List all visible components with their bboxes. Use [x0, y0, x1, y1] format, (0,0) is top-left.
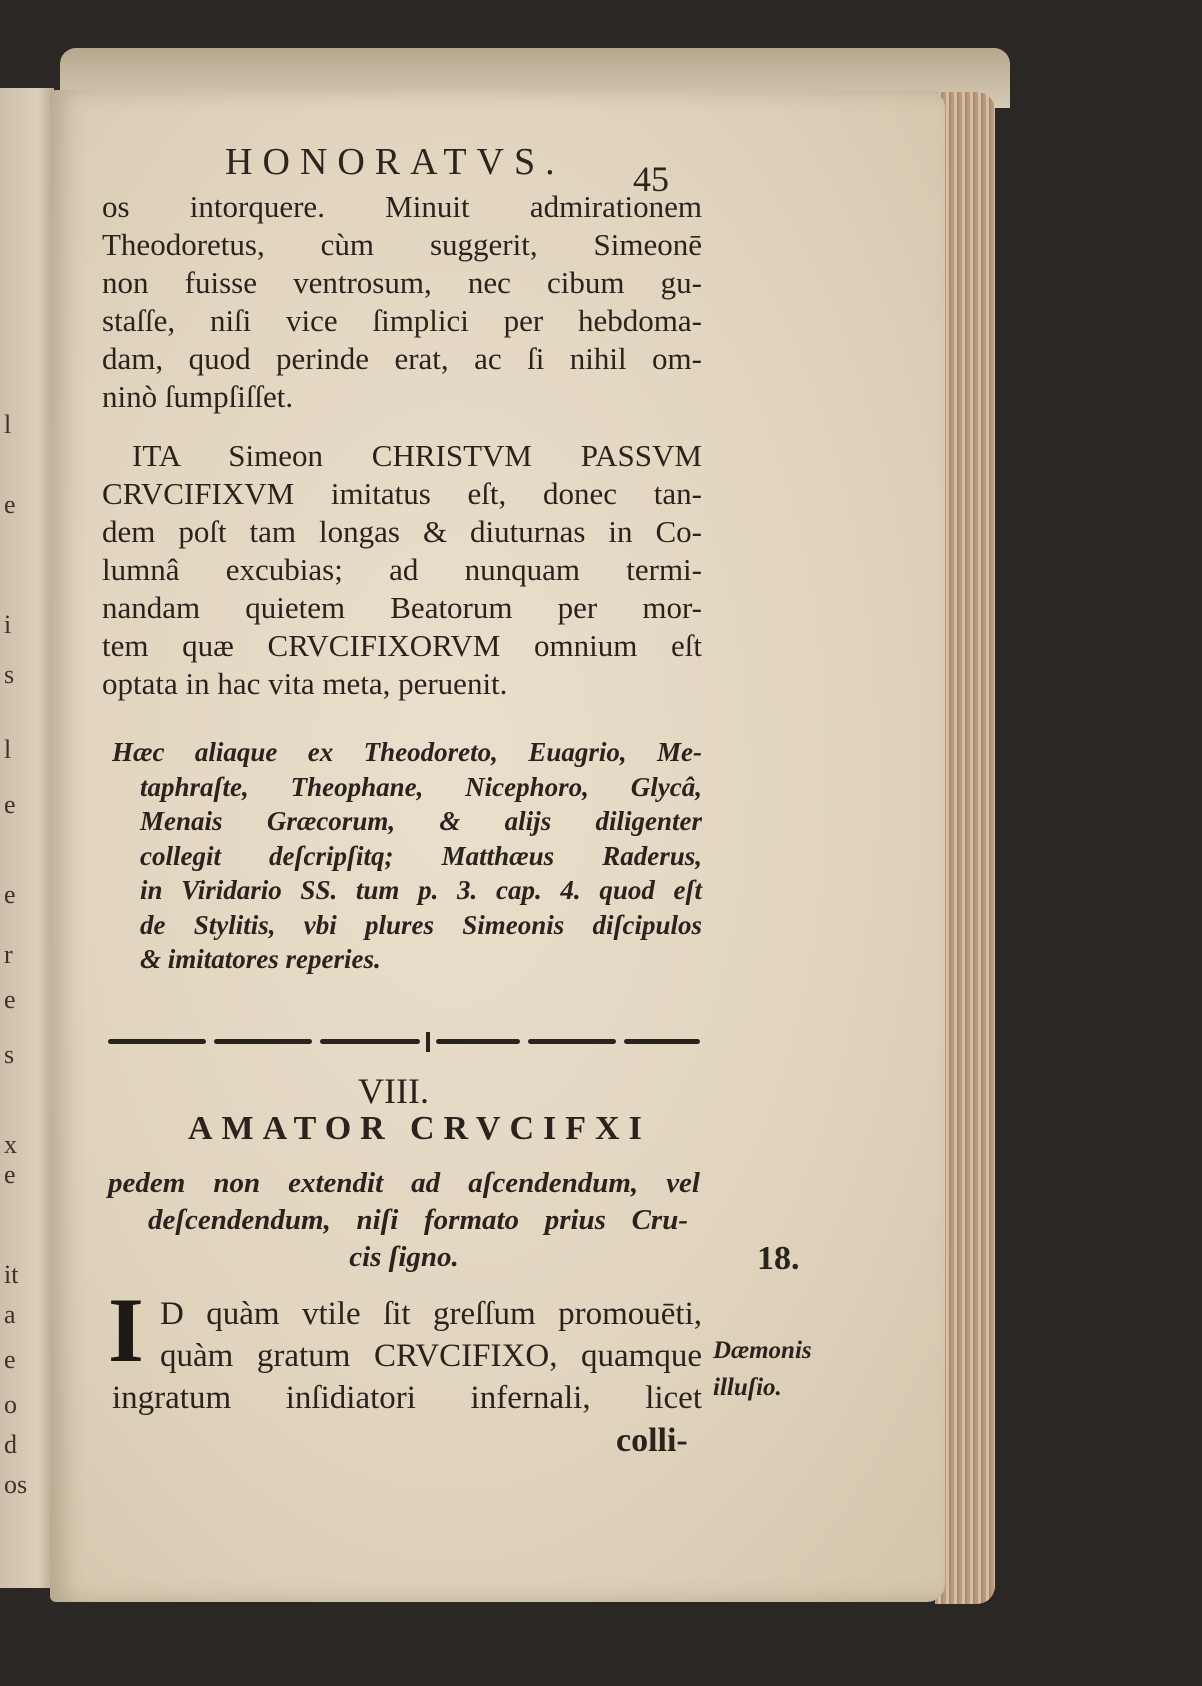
text-line: Theodoretus, cùm suggerit, Simeonē [102, 227, 702, 262]
running-head: HONORATVS. [225, 141, 565, 183]
text-line: dam, quod perinde erat, ac ſi nihil om- [102, 341, 702, 376]
facing-page-glyph: e [4, 1345, 16, 1374]
opening-paragraph [102, 188, 702, 416]
citation-line: taphraſte, Theophane, Nicephoro, Glycâ, [140, 771, 702, 802]
subtitle-line: deſcendendum, niſi formato prius Cru- [148, 1204, 688, 1236]
text-line: ITA Simeon CHRISTVM PASSVM [132, 438, 702, 473]
facing-page-glyph: e [4, 880, 16, 909]
margin-note [713, 1332, 843, 1406]
citation-line: in Viridario SS. tum p. 3. cap. 4. quod eſt [140, 875, 702, 905]
facing-page-glyph: s [4, 1040, 15, 1069]
text-line: nandam quietem Beatorum per mor- [102, 590, 702, 625]
section-numeral: VIII. [358, 1071, 429, 1111]
text-line: staſſe, niſi vice ſimplici per hebdoma- [102, 303, 702, 338]
subtitle-line: cis ſigno. [349, 1241, 459, 1273]
text-line: quàm gratum CRVCIFIXO, quamque [160, 1338, 702, 1374]
page-number: 45 [633, 159, 669, 199]
text-line: tem quæ CRVCIFIXORVM omnium eſt [102, 628, 702, 663]
second-paragraph [102, 437, 702, 703]
section-subtitle [108, 1165, 700, 1276]
facing-page-glyph: os [4, 1470, 28, 1499]
facing-page-margin [0, 88, 54, 1588]
text-line: dem poſt tam longas & diuturnas in Co- [102, 514, 702, 549]
citation-line: collegit deſcripſitq; Matthæus Raderus, [140, 840, 702, 871]
heading-word: CRVCIFXI [410, 1110, 651, 1147]
facing-page-glyph: o [4, 1390, 17, 1419]
facing-page-glyph: i [4, 610, 12, 639]
facing-page-glyph: e [4, 490, 16, 519]
final-paragraph [112, 1293, 702, 1419]
facing-page-glyph: a [4, 1300, 16, 1329]
facing-page-glyph: x [4, 1130, 17, 1159]
source-citation [112, 735, 702, 977]
section-heading [188, 1110, 651, 1148]
citation-line: de Stylitis, vbi plures Simeonis diſcipulos [140, 909, 702, 940]
heading-word: AMATOR [188, 1110, 394, 1147]
facing-page-glyph: l [4, 735, 12, 764]
text-line: optata in hac vita meta, peruenit. [102, 666, 508, 701]
facing-page-glyph: d [4, 1430, 17, 1459]
facing-page-glyph: e [4, 790, 16, 819]
facing-page-glyph: e [4, 1160, 16, 1189]
text-line: os intorquere. Minuit admirationem [102, 189, 702, 224]
facing-page-glyph: s [4, 660, 15, 689]
facing-page-glyph: r [4, 940, 13, 969]
subtitle-line: pedem non extendit ad aſcendendum, vel [108, 1167, 700, 1199]
facing-page-glyph: e [4, 985, 16, 1014]
margin-number: 18. [757, 1240, 800, 1277]
text-line: ingratum inſidiatori infernali, licet [112, 1380, 702, 1416]
facing-page-glyph: l [4, 410, 12, 439]
text-line: D quàm vtile ſit greſſum promouēti, [160, 1296, 702, 1332]
margin-note-line: illuſio. [713, 1374, 782, 1401]
text-line: CRVCIFIXVM imitatus eſt, donec tan- [102, 476, 702, 511]
section-divider-rule [108, 1038, 700, 1046]
citation-line: & imitatores reperies. [140, 944, 381, 974]
text-line: ninò ſumpſiſſet. [102, 379, 294, 414]
drop-capital: I [108, 1279, 144, 1381]
facing-page-glyph: it [4, 1260, 19, 1289]
margin-note-line: Dæmonis [713, 1337, 812, 1364]
text-line: lumnâ excubias; ad nunquam termi- [102, 552, 702, 587]
facing-page-letters [0, 88, 54, 1588]
catchword: colli- [616, 1422, 688, 1459]
citation-line: Menais Græcorum, & alijs diligenter [140, 806, 702, 836]
citation-line: Hæc aliaque ex Theodoreto, Euagrio, Me- [112, 737, 702, 767]
text-line: non fuisse ventrosum, nec cibum gu- [102, 265, 702, 300]
